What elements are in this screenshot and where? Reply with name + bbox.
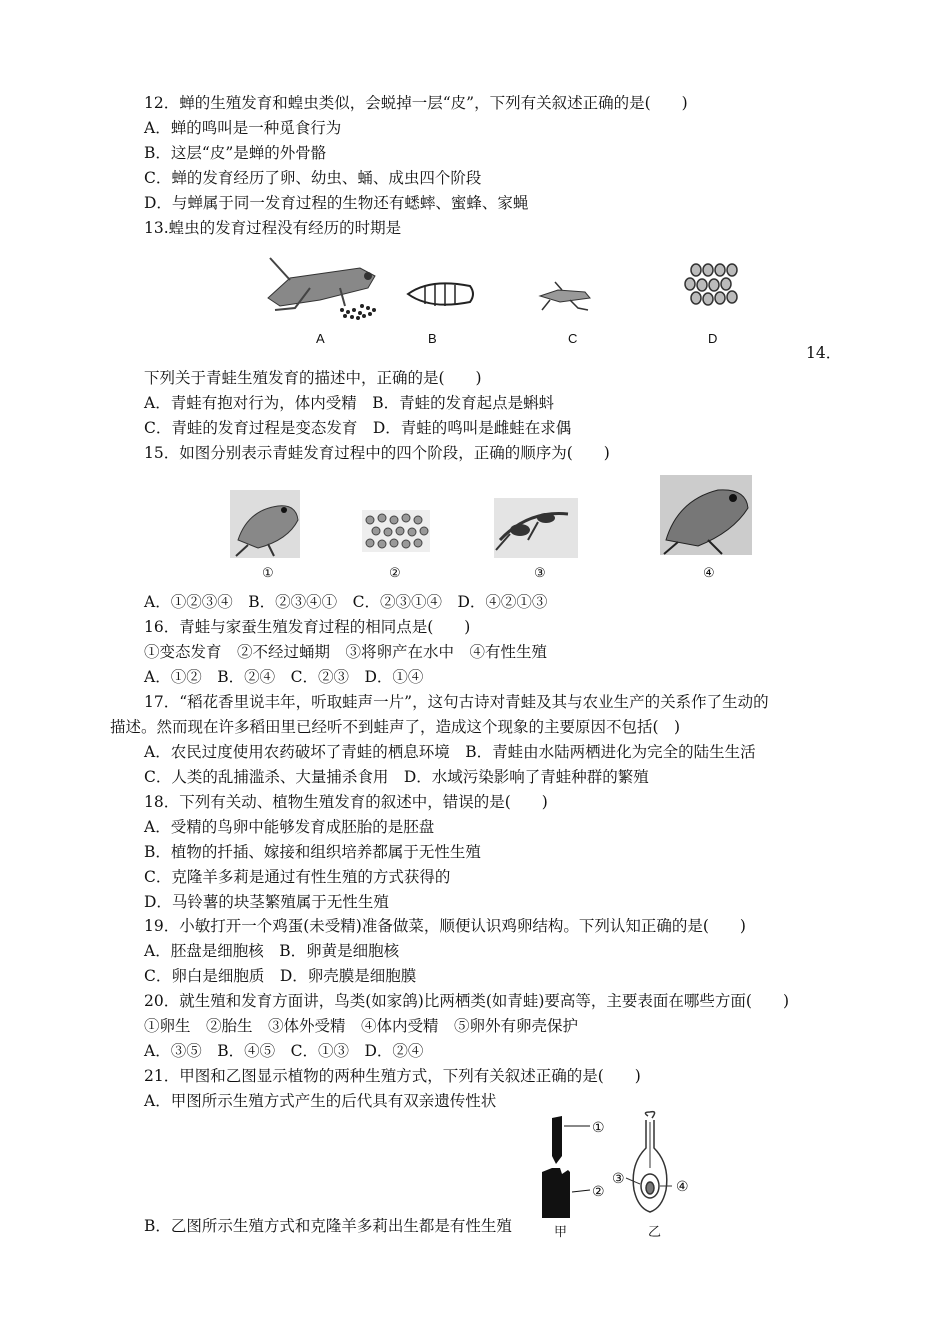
q15-options: A．①②③④ B．②③④① C．②③①④ D．④②①③ xyxy=(144,593,548,611)
q18-option-d: D．马铃薯的块茎繁殖属于无性生殖 xyxy=(144,893,389,911)
q13-label-c: C xyxy=(568,331,578,346)
q21-mark-3: ③ xyxy=(612,1170,625,1186)
q17-options-ab: A．农民过度使用农药破坏了青蛙的栖息环境 B．青蛙由水陆两栖进化为完全的陆生生活 xyxy=(144,743,756,761)
q17-stem-line2: 描述。然而现在许多稻田里已经听不到蛙声了，造成这个现象的主要原因不包括( ) xyxy=(110,718,681,736)
q20-options: A．③⑤ B．④⑤ C．①③ D．②④ xyxy=(144,1042,424,1060)
q15-label-4: ④ xyxy=(703,565,715,580)
q19-options-cd: C．卵白是细胞质 D．卵壳膜是细胞膜 xyxy=(144,967,417,985)
q16-stem: 16．青蛙与家蚕生殖发育过程的相同点是( ) xyxy=(144,618,471,636)
q21-mark-4: ④ xyxy=(676,1178,689,1194)
q19-options-ab: A．胚盘是细胞核 B．卵黄是细胞核 xyxy=(144,942,400,960)
q12-option-a: A．蝉的鸣叫是一种觅食行为 xyxy=(144,119,342,137)
q12-option-d: D．与蝉属于同一发育过程的生物还有蟋蟀、蜜蜂、家蝇 xyxy=(144,194,529,212)
tadpoles-image xyxy=(494,498,578,558)
q13-stem: 13.蝗虫的发育过程没有经历的时期是 xyxy=(144,219,402,237)
q15-label-3: ③ xyxy=(534,565,546,580)
q17-options-cd: C．人类的乱捕滥杀、大量捕杀食用 D．水域污染影响了青蛙种群的繁殖 xyxy=(144,768,649,786)
grafting-diagram xyxy=(542,1116,590,1218)
q14-options-ab: A．青蛙有抱对行为，体内受精 B．青蛙的发育起点是蝌蚪 xyxy=(144,394,555,412)
q20-items: ①卵生 ②胎生 ③体外受精 ④体内受精 ⑤卵外有卵壳保护 xyxy=(144,1017,579,1035)
q18-stem: 18．下列有关动、植物生殖发育的叙述中，错误的是( ) xyxy=(144,793,548,811)
q21-stem: 21．甲图和乙图显示植物的两种生殖方式，下列有关叙述正确的是( ) xyxy=(144,1067,641,1085)
q21-option-b: B．乙图所示生殖方式和克隆羊多莉出生都是有性生殖 xyxy=(144,1217,512,1235)
grasshopper-adult-laying-eggs-image xyxy=(268,258,376,320)
q12-option-b: B．这层“皮”是蝉的外骨骼 xyxy=(144,144,327,162)
q13-figure xyxy=(250,248,760,348)
q16-items: ①变态发育 ②不经过蛹期 ③将卵产在水中 ④有性生殖 xyxy=(144,643,548,661)
q15-label-2: ② xyxy=(389,565,401,580)
q13-label-a: A xyxy=(316,331,325,346)
frog-young-image xyxy=(230,490,300,558)
q15-stem: 15．如图分别表示青蛙发育过程中的四个阶段，正确的顺序为( ) xyxy=(144,444,610,462)
pupa-image xyxy=(408,283,473,306)
q16-options: A．①② B．②④ C．②③ D．①④ xyxy=(144,668,424,686)
q13-label-d: D xyxy=(708,331,718,346)
frog-eggs-image xyxy=(362,510,430,552)
q18-option-a: A．受精的鸟卵中能够发育成胚胎的是胚盘 xyxy=(144,818,435,836)
q21-mark-2: ② xyxy=(592,1183,605,1199)
q21-option-a: A．甲图所示生殖方式产生的后代具有双亲遗传性状 xyxy=(144,1092,497,1110)
flower-pistil-diagram xyxy=(626,1112,672,1212)
q14-stem: 下列关于青蛙生殖发育的描述中，正确的是( ) xyxy=(144,369,482,387)
q14-options-cd: C．青蛙的发育过程是变态发育 D．青蛙的鸣叫是雌蛙在求偶 xyxy=(144,419,572,437)
q13-label-b: B xyxy=(428,331,437,346)
q18-option-b: B．植物的扦插、嫁接和组织培养都属于无性生殖 xyxy=(144,843,481,861)
q18-option-c: C．克隆羊多莉是通过有性生殖的方式获得的 xyxy=(144,868,451,886)
eggs-image xyxy=(685,264,737,305)
frog-adult-image xyxy=(660,475,752,555)
q15-figure xyxy=(228,470,758,565)
q21-mark-1: ① xyxy=(592,1119,605,1135)
q15-label-1: ① xyxy=(262,565,274,580)
q12-option-c: C．蝉的发育经历了卵、幼虫、蛹、成虫四个阶段 xyxy=(144,169,482,187)
q21-label-yi: 乙 xyxy=(648,1224,662,1239)
q20-stem: 20．就生殖和发育方面讲，鸟类(如家鸽)比两栖类(如青蛙)要高等，主要表面在哪些方面( ) xyxy=(144,992,790,1010)
q19-stem: 19．小敏打开一个鸡蛋(未受精)准备做菜，顺便认识鸡卵结构。下列认知正确的是( ) xyxy=(144,917,746,935)
q14-number: 14． xyxy=(806,344,842,362)
q17-stem-line1: 17．“稻花香里说丰年，听取蛙声一片”，这句古诗对青蛙及其与农业生产的关系作了生动的 xyxy=(144,693,769,711)
q21-label-jia: 甲 xyxy=(554,1224,568,1239)
grasshopper-nymph-image xyxy=(540,282,590,310)
q12-stem: 12．蝉的生殖发育和蝗虫类似，会蜕掉一层“皮”，下列有关叙述正确的是( ) xyxy=(144,94,688,112)
